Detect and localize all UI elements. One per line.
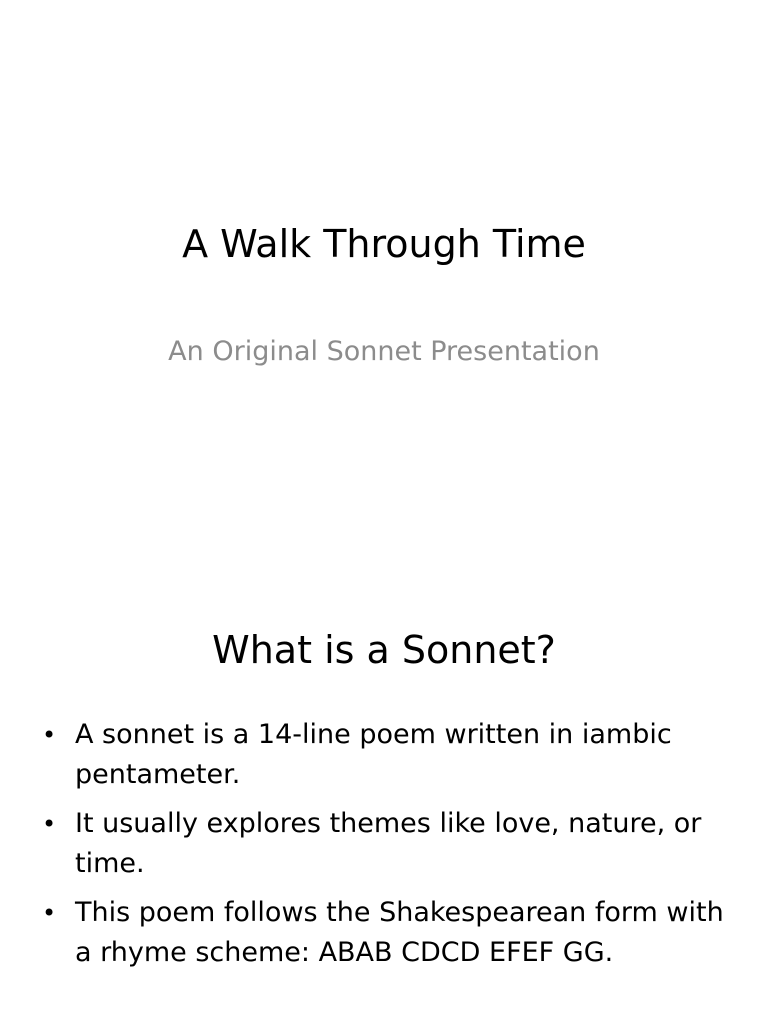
slide-title: What is a Sonnet? (212, 628, 556, 672)
bullet-icon: • (42, 810, 57, 838)
bullet-text: It usually explores themes like love, nature, or time. (75, 808, 702, 879)
bullet-item (42, 715, 732, 795)
bullet-item (42, 893, 732, 973)
slide-title: A Walk Through Time (182, 222, 586, 266)
bullet-list (42, 715, 732, 982)
bullet-icon: • (42, 721, 57, 749)
bullet-icon: • (42, 899, 57, 927)
bullet-text: A sonnet is a 14-line poem written in iambic pentameter. (75, 719, 672, 790)
content-slide (0, 512, 768, 1024)
bullet-item (42, 804, 732, 884)
slide-subtitle: An Original Sonnet Presentation (168, 336, 600, 367)
bullet-text: This poem follows the Shakespearean form with a rhyme scheme: ABAB CDCD EFEF GG. (75, 897, 724, 968)
